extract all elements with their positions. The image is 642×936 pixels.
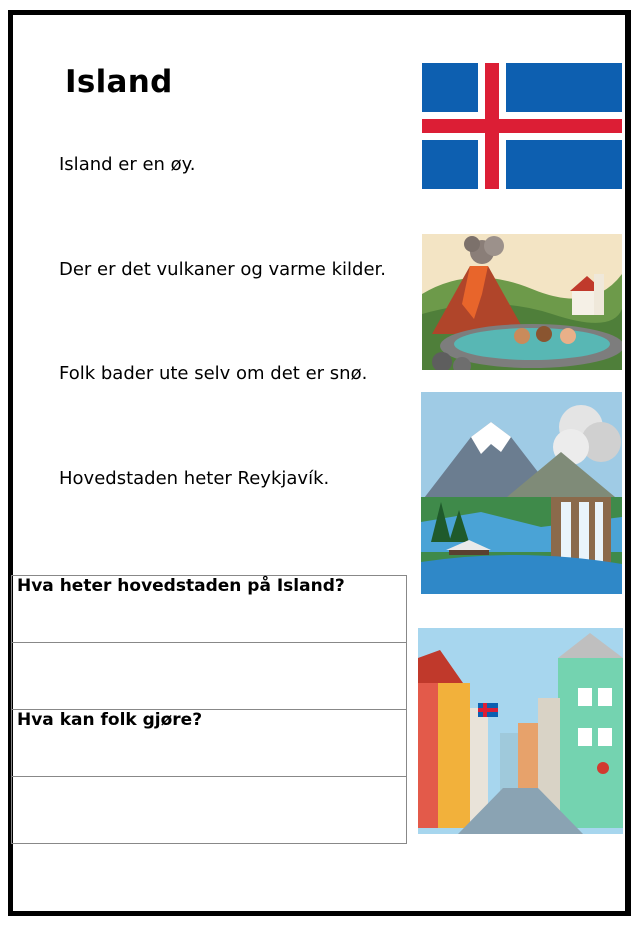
sentence-3: Folk bader ute selv om det er snø. (59, 363, 368, 384)
answer-box-1[interactable] (12, 643, 407, 710)
question-1: Hva heter hovedstaden på Island? (12, 576, 407, 643)
answer-box-2[interactable] (12, 777, 407, 844)
reykjavik-street-image (418, 628, 623, 834)
page-title: Island (65, 64, 173, 100)
question-table (11, 575, 407, 844)
question-2: Hva kan folk gjøre? (12, 710, 407, 777)
volcano-hot-spring-image (422, 234, 622, 370)
sentence-2: Der er det vulkaner og varme kilder. (59, 259, 386, 280)
iceland-flag-image (422, 63, 622, 189)
landscape-waterfall-image (421, 392, 622, 594)
sentence-4: Hovedstaden heter Reykjavík. (59, 468, 330, 489)
sentence-1: Island er en øy. (59, 154, 196, 175)
